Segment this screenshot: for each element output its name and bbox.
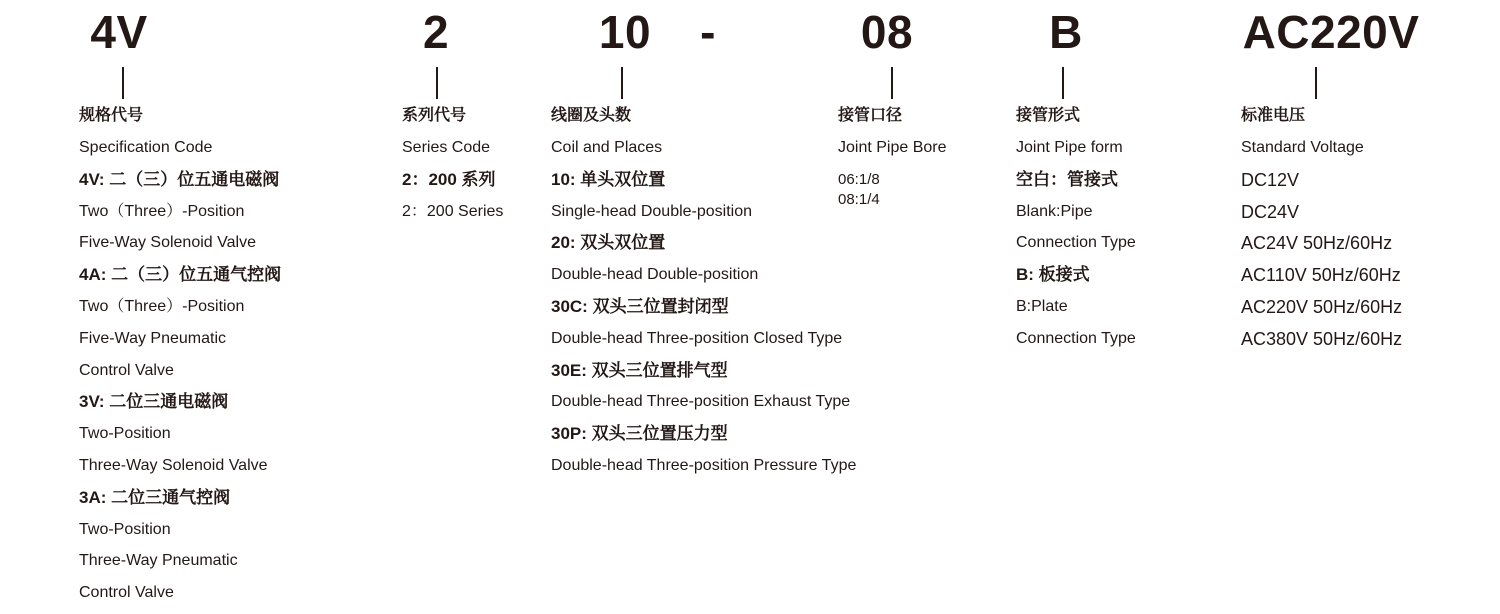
- list-item: 30C: 双头三位置封闭型: [551, 296, 729, 316]
- column-title-en: Specification Code: [79, 139, 213, 156]
- code-form: B: [1049, 6, 1083, 58]
- list-item: Double-head Three-position Closed Type: [551, 329, 843, 347]
- list-item: Double-head Three-position Exhaust Type: [551, 393, 851, 411]
- list-item: Double-head Three-position Pressure Type: [551, 456, 857, 474]
- column-title-en: Series Code: [402, 139, 491, 156]
- list-item: Two（Three）-Position: [79, 297, 245, 315]
- list-item: 08:1/4: [838, 190, 880, 208]
- code-series: 2: [422, 6, 450, 58]
- list-item: Connection Type: [1016, 234, 1136, 252]
- connector-line-series: [436, 67, 438, 99]
- list-item: DC24V: [1241, 201, 1300, 222]
- connector-line-form: [1062, 67, 1064, 99]
- list-item: B: 板接式: [1016, 265, 1090, 285]
- column-title-en: Standard Voltage: [1241, 139, 1364, 156]
- list-item: 4V: 二（三）位五通电磁阀: [79, 169, 280, 189]
- list-item: B:Plate: [1016, 297, 1068, 315]
- column-standard-voltage: [1241, 100, 1402, 355]
- column-title-cn: 接管口径: [838, 107, 903, 124]
- list-item: 30E: 双头三位置排气型: [551, 360, 728, 380]
- list-item: AC220V 50Hz/60Hz: [1241, 296, 1403, 317]
- list-item: Five-Way Pneumatic: [79, 329, 226, 347]
- list-item: Blank:Pipe: [1016, 202, 1093, 220]
- list-item: 2：200 Series: [402, 202, 504, 220]
- connector-line-voltage: [1315, 67, 1317, 99]
- list-item: Three-Way Solenoid Valve: [79, 456, 268, 474]
- column-title-cn: 规格代号: [79, 107, 144, 124]
- column-title-cn: 系列代号: [402, 107, 467, 124]
- code-bore: 08: [860, 6, 914, 58]
- list-item: Two-Position: [79, 425, 171, 443]
- list-item: 4A: 二（三）位五通气控阀: [79, 265, 282, 285]
- list-item: 3A: 二位三通气控阀: [79, 487, 231, 507]
- list-item: 空白：管接式: [1016, 169, 1118, 189]
- list-item: 30P: 双头三位置压力型: [551, 424, 728, 444]
- list-item: AC24V 50Hz/60Hz: [1241, 233, 1393, 254]
- code-spec: 4V: [90, 6, 148, 58]
- list-item: Control Valve: [79, 361, 174, 379]
- connector-line-spec: [122, 67, 124, 99]
- column-title-en: Coil and Places: [551, 139, 663, 156]
- column-title-en: Joint Pipe Bore: [838, 139, 947, 156]
- list-item: Connection Type: [1016, 329, 1136, 347]
- code-voltage: AC220V: [1242, 6, 1420, 58]
- connector-line-coil: [621, 67, 623, 99]
- column-coil-places: [551, 100, 856, 482]
- column-title-cn: 标准电压: [1241, 107, 1306, 124]
- column-pipe-form: [1016, 100, 1136, 355]
- column-title-cn: 线圈及头数: [551, 107, 632, 124]
- column-title-en: Joint Pipe form: [1016, 139, 1123, 156]
- list-item: Two-Position: [79, 520, 171, 538]
- list-item: Five-Way Solenoid Valve: [79, 234, 256, 252]
- list-item: AC380V 50Hz/60Hz: [1241, 328, 1403, 349]
- column-title-cn: 接管形式: [1016, 107, 1081, 124]
- list-item: Two（Three）-Position: [79, 202, 245, 220]
- column-spec-code: [79, 100, 281, 609]
- column-series-code: [402, 100, 503, 227]
- list-item: 2：200 系列: [402, 169, 496, 189]
- list-item: 3V: 二位三通电磁阀: [79, 392, 229, 412]
- code-coil: 10: [598, 6, 652, 58]
- list-item: DC12V: [1241, 169, 1300, 190]
- list-item: Control Valve: [79, 584, 174, 602]
- code-dash: -: [700, 6, 716, 58]
- connector-line-bore: [891, 67, 893, 99]
- list-item: AC110V 50Hz/60Hz: [1241, 265, 1401, 286]
- list-item: Double-head Double-position: [551, 266, 759, 284]
- list-item: 06:1/8: [838, 170, 880, 188]
- list-item: 20: 双头双位置: [551, 233, 666, 253]
- list-item: Three-Way Pneumatic: [79, 552, 238, 570]
- list-item: 10: 单头双位置: [551, 169, 666, 189]
- column-pipe-bore: [838, 100, 947, 210]
- list-item: Single-head Double-position: [551, 202, 753, 220]
